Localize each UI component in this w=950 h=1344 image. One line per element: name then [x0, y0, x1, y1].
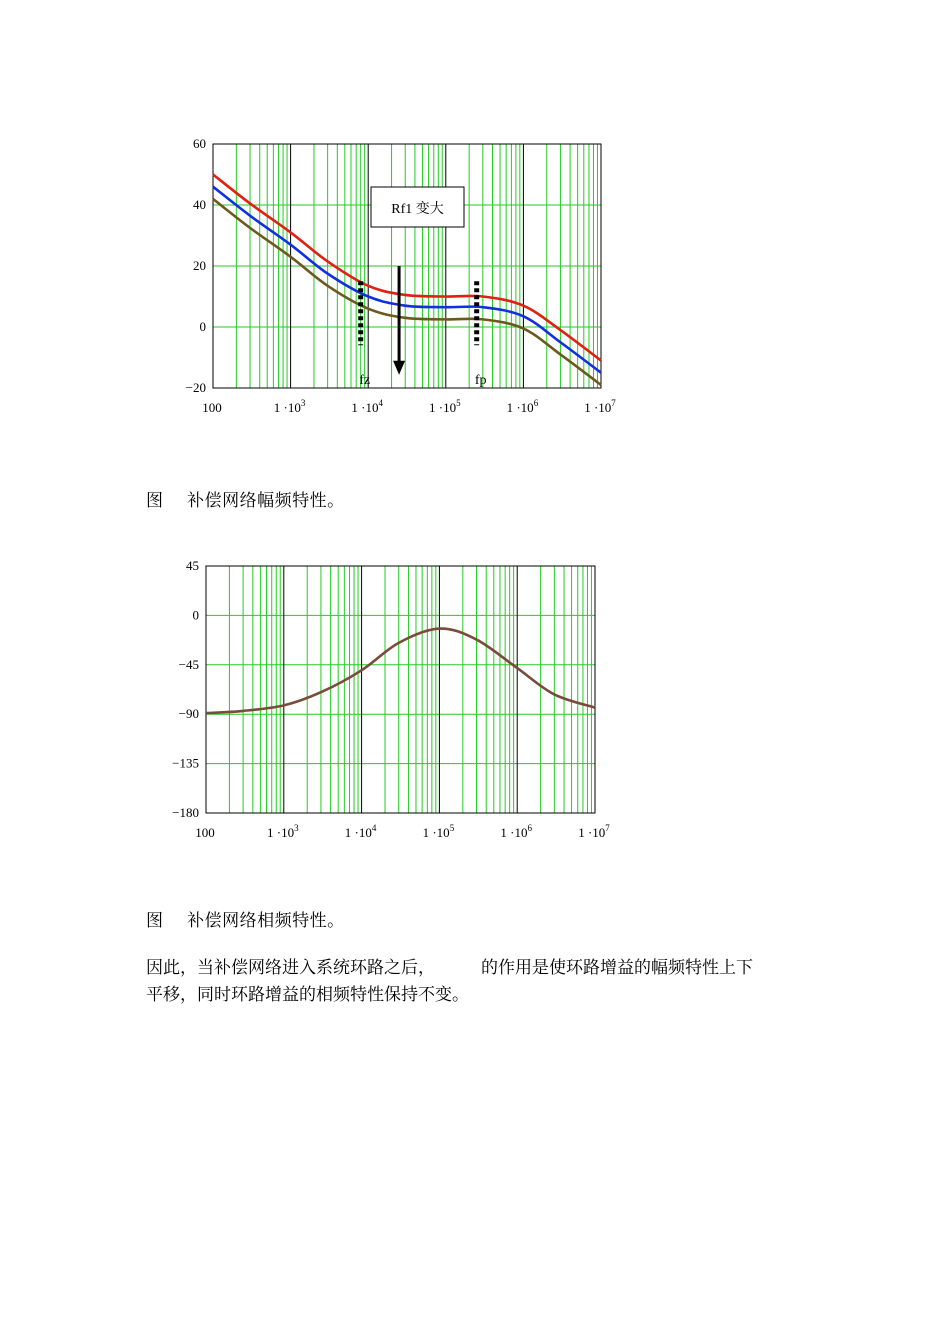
paragraph-line-1-start: 因此，当补偿网络进入系统环路之后， — [146, 958, 435, 978]
magnitude-x-tick-label: $1 \cdot 10^7$ — [584, 398, 616, 415]
fp-label: fp — [474, 373, 487, 388]
figure-caption-magnitude: 图 补偿网络幅频特性。 — [146, 491, 345, 511]
phase-y-tick-label: 0 — [192, 607, 199, 623]
magnitude-y-tick-label: 40 — [193, 197, 206, 212]
phase-x-tick-label: $1 \cdot 10^6$ — [500, 823, 532, 840]
phase-frame — [206, 566, 595, 813]
magnitude-x-tick-label: $1 \cdot 10^3$ — [273, 398, 306, 415]
phase-series-line-1 — [206, 629, 595, 714]
paragraph-line-1-end: 的作用是使环路增益的幅频特性上下 — [481, 958, 753, 978]
phase-y-tick-label: −45 — [178, 656, 199, 672]
magnitude-x-tick-label: $1 \cdot 10^6$ — [506, 398, 539, 415]
phase-y-tick-label: 45 — [186, 558, 199, 573]
paragraph-line-1 — [146, 955, 826, 982]
phase-x-tick-label: $1 \cdot 10^5$ — [422, 823, 455, 840]
rf1-label-text: Rf1 变大 — [391, 202, 444, 217]
magnitude-y-tick-label: −20 — [185, 380, 206, 395]
phase-y-tick-label: −90 — [178, 706, 199, 722]
magnitude-x-tick-label: $1 \cdot 10^5$ — [429, 398, 461, 415]
phase-x-tick-label: $1 \cdot 10^4$ — [344, 823, 377, 840]
phase-y-tick-label: −135 — [172, 755, 199, 771]
phase-x-tick-label: $1 \cdot 10^3$ — [267, 823, 299, 840]
paragraph-line-2: 平移，同时环路增益的相频特性保持不变。 — [146, 985, 469, 1005]
phase-grid — [206, 566, 595, 813]
magnitude-y-tick-label: 0 — [199, 319, 206, 334]
magnitude-x-tick-label: 100 — [202, 400, 222, 415]
magnitude-x-tick-label: $1 \cdot 10^4$ — [351, 398, 383, 415]
phase-x-tick-label: $1 \cdot 10^7$ — [578, 823, 610, 840]
magnitude-y-tick-label: 60 — [193, 136, 206, 151]
body-paragraph — [146, 955, 826, 1009]
fz-label: fz — [359, 373, 371, 388]
figure-caption-phase: 图 补偿网络相频特性。 — [146, 911, 345, 931]
magnitude-y-tick-label: 20 — [193, 258, 206, 273]
phase-x-tick-label: 100 — [195, 825, 215, 840]
phase-y-tick-label: −180 — [172, 805, 199, 820]
